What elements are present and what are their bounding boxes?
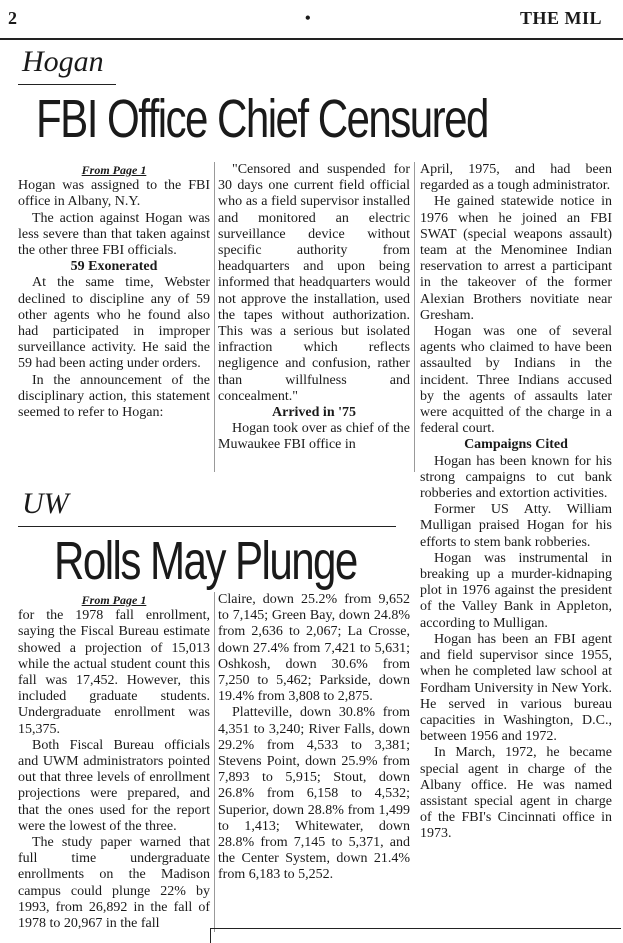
story2-kicker-rule bbox=[18, 526, 396, 527]
paragraph: Claire, down 25.2% from 9,652 to 7,145; Green Bay, down 24.8% from 2,636 to 2,067; La Crosse, down 27.4% from 7,421 to 5,631; Oshkosh, down 30.6% from 7,250 to 5,462; Parkside, down 19.4% from 3,808 to 2,875. bbox=[218, 592, 410, 705]
story1-kicker: Hogan bbox=[22, 45, 104, 78]
paragraph: Hogan was one of several agents who claimed to have been assaulted by Indians in the incident. Three Indians accused by the agents of assaults later were acquitted of the charge in a federal court. bbox=[420, 324, 612, 437]
from-page-label: From Page 1 bbox=[81, 593, 147, 607]
story1-column-2 bbox=[218, 162, 410, 454]
newspaper-name: THE MIL bbox=[520, 8, 603, 28]
paragraph: Platteville, down 30.8% from 4,351 to 3,240; River Falls, down 29.2% from 4,533 to 3,381; Stevens Point, down 25.9% from 7,893 to 5,915; Stout, down 26.8% from 6,158 to 4,532; Superior, down 28.8% from 1,499 to 1,413; Whitewater, down 28.8% from 7,145 to 5,371, and the Center System, down 21.4% from 6,183 to 5,252. bbox=[218, 705, 410, 883]
paragraph: At the same time, Webster declined to discipline any of 59 other agents who he found also had participated in improper surveillance activity. He said the 59 had been acting under orders. bbox=[18, 275, 210, 372]
adjacent-box-border bbox=[210, 928, 621, 943]
paragraph: In the announcement of the disciplinary action, this statement seemed to refer to Hogan: bbox=[18, 372, 210, 421]
story1-column-3 bbox=[420, 162, 612, 843]
page-number: 2 bbox=[8, 8, 17, 28]
story2-column-1 bbox=[18, 592, 210, 932]
subhead: 59 Exonerated bbox=[70, 259, 158, 275]
story1-kicker-rule bbox=[18, 84, 116, 85]
paragraph: He gained statewide notice in 1976 when he joined an FBI SWAT (special weapons assault) team at the Menominee Indian reservation to arrest a participant in the takeover of the former Alexian Brothers novitiate near Gresham. bbox=[420, 194, 612, 323]
subhead: Campaigns Cited bbox=[464, 437, 568, 453]
paragraph: The action against Hogan was less severe than that taken against the other three FBI officials. bbox=[18, 210, 210, 259]
story1-headline: FBI Office Chief Censured bbox=[36, 89, 488, 149]
subhead: Arrived in '75 bbox=[272, 405, 356, 421]
story2-column-2 bbox=[218, 592, 410, 884]
paragraph: April, 1975, and had been regarded as a tough administrator. bbox=[420, 162, 612, 194]
paragraph: Hogan took over as chief of the Muwaukee FBI office in bbox=[218, 421, 410, 453]
paragraph: Hogan has been an FBI agent and field supervisor since 1955, when he completed law school at Fordham University in New York. He served in various bureau capacities in Washington, D.C., between 1956 and 1972. bbox=[420, 631, 612, 745]
column-rule bbox=[214, 162, 215, 472]
paragraph: Former US Atty. William Mulligan praised Hogan for his efforts to stem bank robberies. bbox=[420, 502, 612, 550]
column-rule bbox=[214, 592, 215, 932]
header-dot: • bbox=[305, 10, 311, 27]
story2-headline: Rolls May Plunge bbox=[54, 531, 357, 591]
paragraph: Both Fiscal Bureau officials and UWM administrators pointed out that three levels of enrollment projections were prepared, and that the ones used for the report were the lowest of the three. bbox=[18, 737, 210, 834]
paragraph: Hogan has been known for his strong campaigns to cut bank robberies and extortion activities. bbox=[420, 453, 612, 502]
paragraph: Hogan was assigned to the FBI office in Albany, N.Y. bbox=[18, 178, 210, 210]
paragraph: In March, 1972, he became special agent in charge of the Albany office. He was named assistant special agent in charge of the FBI's Cincinnati office in 1973. bbox=[420, 745, 612, 842]
story2-kicker: UW bbox=[22, 487, 69, 520]
paragraph: "Censored and suspended for 30 days one current field official who as a field supervisor installed and monitored an electric surveillance device without specific authority from headquarters and upon being informed that headquarters would not approve the installation, used the tapes without authorization. This was a serious but isolated infraction which reflects negligence and confusion, rather than willfulness and concealment." bbox=[218, 162, 410, 404]
from-page-label: From Page 1 bbox=[81, 163, 147, 177]
column-rule bbox=[414, 162, 415, 472]
story1-column-1 bbox=[18, 162, 210, 421]
paragraph: The study paper warned that full time undergraduate enrollments on the Madison campus could plunge 22% by 1993, from 26,892 in the fall of 1978 to 20,967 in the fall bbox=[18, 835, 210, 932]
paragraph: Hogan was instrumental in breaking up a murder-kidnaping plot in 1976 against the president of the Valley Bank in Appleton, according to Mulligan. bbox=[420, 550, 612, 631]
paragraph: for the 1978 fall enrollment, saying the Fiscal Bureau estimate showed a projection of 15,013 while the actual student count this fall was 17,452. However, this included graduate students. Undergraduate enrollment was 15,375. bbox=[18, 608, 210, 737]
